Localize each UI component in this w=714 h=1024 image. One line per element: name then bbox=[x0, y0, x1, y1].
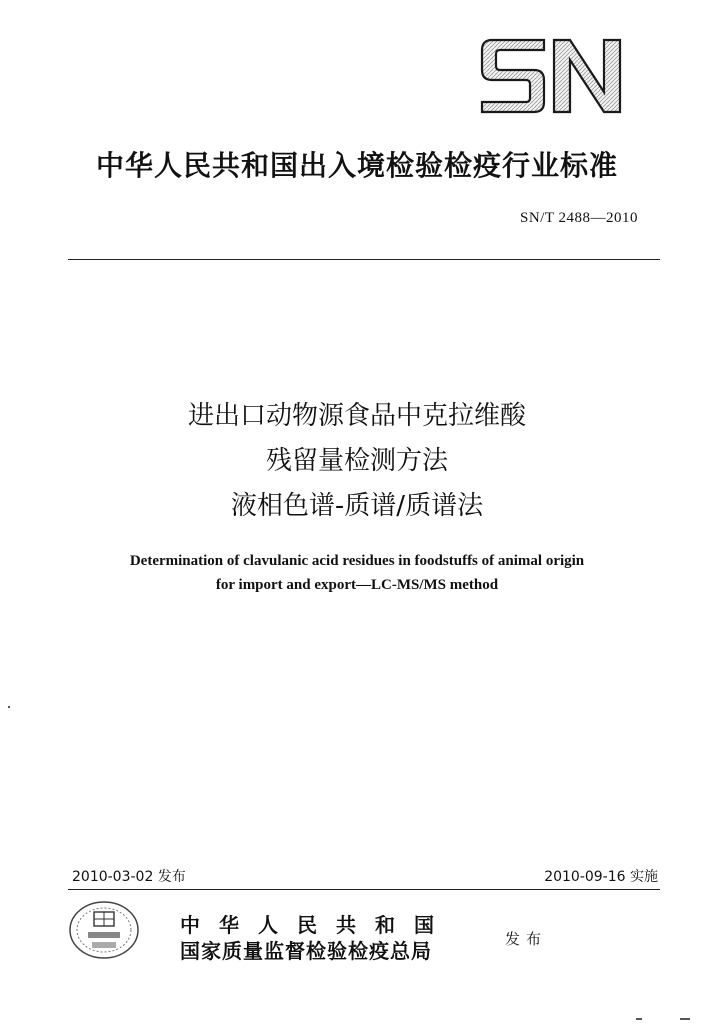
top-divider bbox=[68, 259, 660, 260]
chinese-title-line-3: 液相色谱-质谱/质谱法 bbox=[230, 491, 484, 521]
publisher-line-1: 中华人民共和国 bbox=[180, 913, 453, 937]
publisher bbox=[180, 912, 453, 964]
sn-logo bbox=[478, 36, 624, 116]
publisher-seal bbox=[66, 898, 142, 962]
implementation-date: 2010-09-16 实施 bbox=[544, 869, 658, 885]
chinese-title-line-2: 残留量检测方法 bbox=[265, 446, 448, 476]
industry-standard-title: 中华人民共和国出入境检验检疫行业标准 bbox=[95, 149, 618, 182]
chinese-title-line-1: 进出口动物源食品中克拉维酸 bbox=[187, 401, 526, 431]
sn-logo-icon bbox=[478, 36, 624, 116]
publisher-line-2: 国家质量监督检验检疫总局 bbox=[180, 939, 432, 963]
english-title bbox=[0, 549, 714, 597]
scan-speck bbox=[636, 1018, 642, 1020]
chinese-title bbox=[0, 394, 714, 529]
publisher-seal-icon bbox=[66, 898, 142, 962]
english-title-line-1: Determination of clavulanic acid residues in foodstuffs of animal origin bbox=[129, 553, 585, 569]
standard-code: SN/T 2488—2010 bbox=[520, 210, 638, 226]
bottom-divider bbox=[68, 889, 660, 890]
scan-speck bbox=[8, 706, 10, 708]
english-title-line-2: for import and export—LC-MS/MS method bbox=[215, 577, 499, 593]
publish-label: 发布 bbox=[505, 930, 548, 948]
scan-speck bbox=[680, 1018, 690, 1020]
issue-date: 2010-03-02 发布 bbox=[72, 869, 186, 885]
